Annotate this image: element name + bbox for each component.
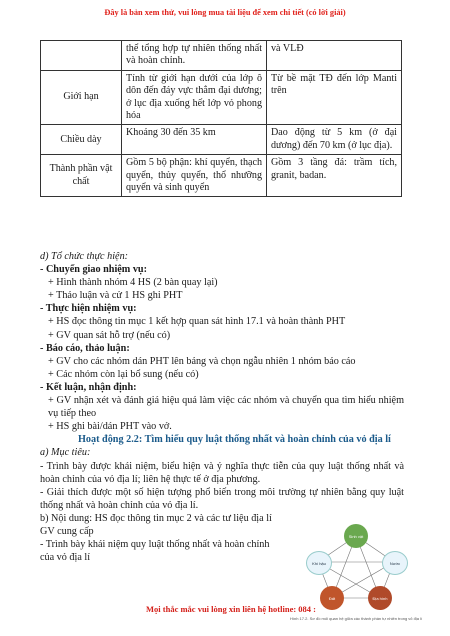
table-cell: Gồm 3 tầng đá: trầm tích, granit, badan. (267, 155, 402, 197)
diagram-node-bottom-left: Đất (320, 586, 344, 610)
preview-banner: Đây là bản xem thử, vui lòng mua tài liệu để xem chi tiết (có lời giải) (104, 8, 346, 17)
table-cell (41, 41, 122, 71)
list-item: + HS ghi bài/dán PHT vào vở. (48, 421, 172, 433)
hotline-footer: Mọi thắc mắc vui lòng xin liên hệ hotline: 084 : (146, 604, 316, 614)
table-row (41, 155, 402, 197)
table-cell: Tính từ giới hạn dưới của lớp ô dôn đến đáy vực thẳm đại dương; ở lục địa xuống hết lớp vỏ phong hóa (122, 70, 267, 125)
list-item: + Các nhóm còn lại bổ sung (nếu có) (48, 368, 199, 380)
table-cell: Dao động từ 5 km (ở đại dương) đến 70 km (ở lục địa). (267, 125, 402, 155)
section-heading: a) Mục tiêu: (40, 447, 91, 459)
row-label: Chiều dày (41, 125, 122, 155)
list-item: + GV nhận xét và đánh giá hiệu quả làm việc các nhóm và chuyển qua tìm hiểu nhiệm vụ tiếp theo (48, 395, 404, 420)
table-cell: thể tổng hợp tự nhiên thống nhất và hoàn chỉnh. (122, 41, 267, 71)
step-heading: - Chuyển giao nhiệm vụ: (40, 264, 147, 276)
comparison-table (40, 40, 402, 197)
row-label: Giới hạn (41, 70, 122, 125)
figure-caption: Hình 17.2. Sơ đồ mối quan hệ giữa các thành phần tự nhiên trong vỏ địa lí (290, 616, 423, 621)
paragraph: - Giải thích được một số hiện tượng phổ biến trong môi trường tự nhiên bằng quy luật thống nhất và hoàn chỉnh của vỏ địa lí. (40, 486, 404, 511)
step-heading: - Kết luận, nhận định: (40, 381, 137, 393)
table-cell: Khoảng 30 đến 35 km (122, 125, 267, 155)
list-item: + Hình thành nhóm 4 HS (2 bàn quay lại) (48, 277, 218, 289)
paragraph: - Trình bày khái niệm quy luật thống nhất và hoàn chỉnh (40, 539, 270, 551)
document-body (40, 250, 404, 564)
table-cell: Gồm 5 bộ phận: khí quyển, thạch quyển, thủy quyển, thổ nhưỡng quyển và sinh quyển (122, 155, 267, 197)
list-item: + GV quan sát hỗ trợ (nếu có) (48, 329, 171, 341)
table-cell: và VLĐ (267, 41, 402, 71)
table-row (41, 125, 402, 155)
section-heading: d) Tổ chức thực hiện: (40, 251, 129, 262)
activity-heading: Hoạt động 2.2: Tìm hiểu quy luật thống nhất và hoàn chỉnh của vỏ địa lí (78, 434, 391, 446)
table-row (41, 41, 402, 71)
list-item: + Thảo luận và cử 1 HS ghi PHT (48, 290, 183, 302)
paragraph: b) Nội dung: HS đọc thông tin mục 2 và các tư liệu địa lí (40, 512, 272, 524)
paragraph: GV cung cấp (40, 525, 94, 537)
list-item: + GV cho các nhóm dán PHT lên bảng và chọn ngẫu nhiên 1 nhóm báo cáo (48, 355, 356, 367)
row-label: Thành phần vật chất (41, 155, 122, 197)
paragraph: của vỏ địa lí (40, 552, 91, 564)
relationship-diagram (300, 522, 412, 614)
step-heading: - Báo cáo, thảo luận: (40, 342, 130, 354)
diagram-node-bottom-right: Địa hình (368, 586, 392, 610)
diagram-node-right: Nước (382, 551, 408, 575)
paragraph: - Trình bày được khái niệm, biểu hiện và ý nghĩa thực tiễn của quy luật thống nhất và hoàn chỉnh của vỏ địa lí; liên hệ thực tế ở địa phương. (40, 460, 404, 485)
list-item: + HS đọc thông tin mục 1 kết hợp quan sát hình 17.1 và hoàn thành PHT (48, 316, 346, 328)
diagram-node-top: Sinh vật (344, 524, 368, 548)
diagram-node-left: Khí hậu (306, 551, 332, 575)
table-row (41, 70, 402, 125)
table-cell: Từ bề mặt TĐ đến lớp Manti trên (267, 70, 402, 125)
step-heading: - Thực hiện nhiệm vụ: (40, 303, 137, 315)
